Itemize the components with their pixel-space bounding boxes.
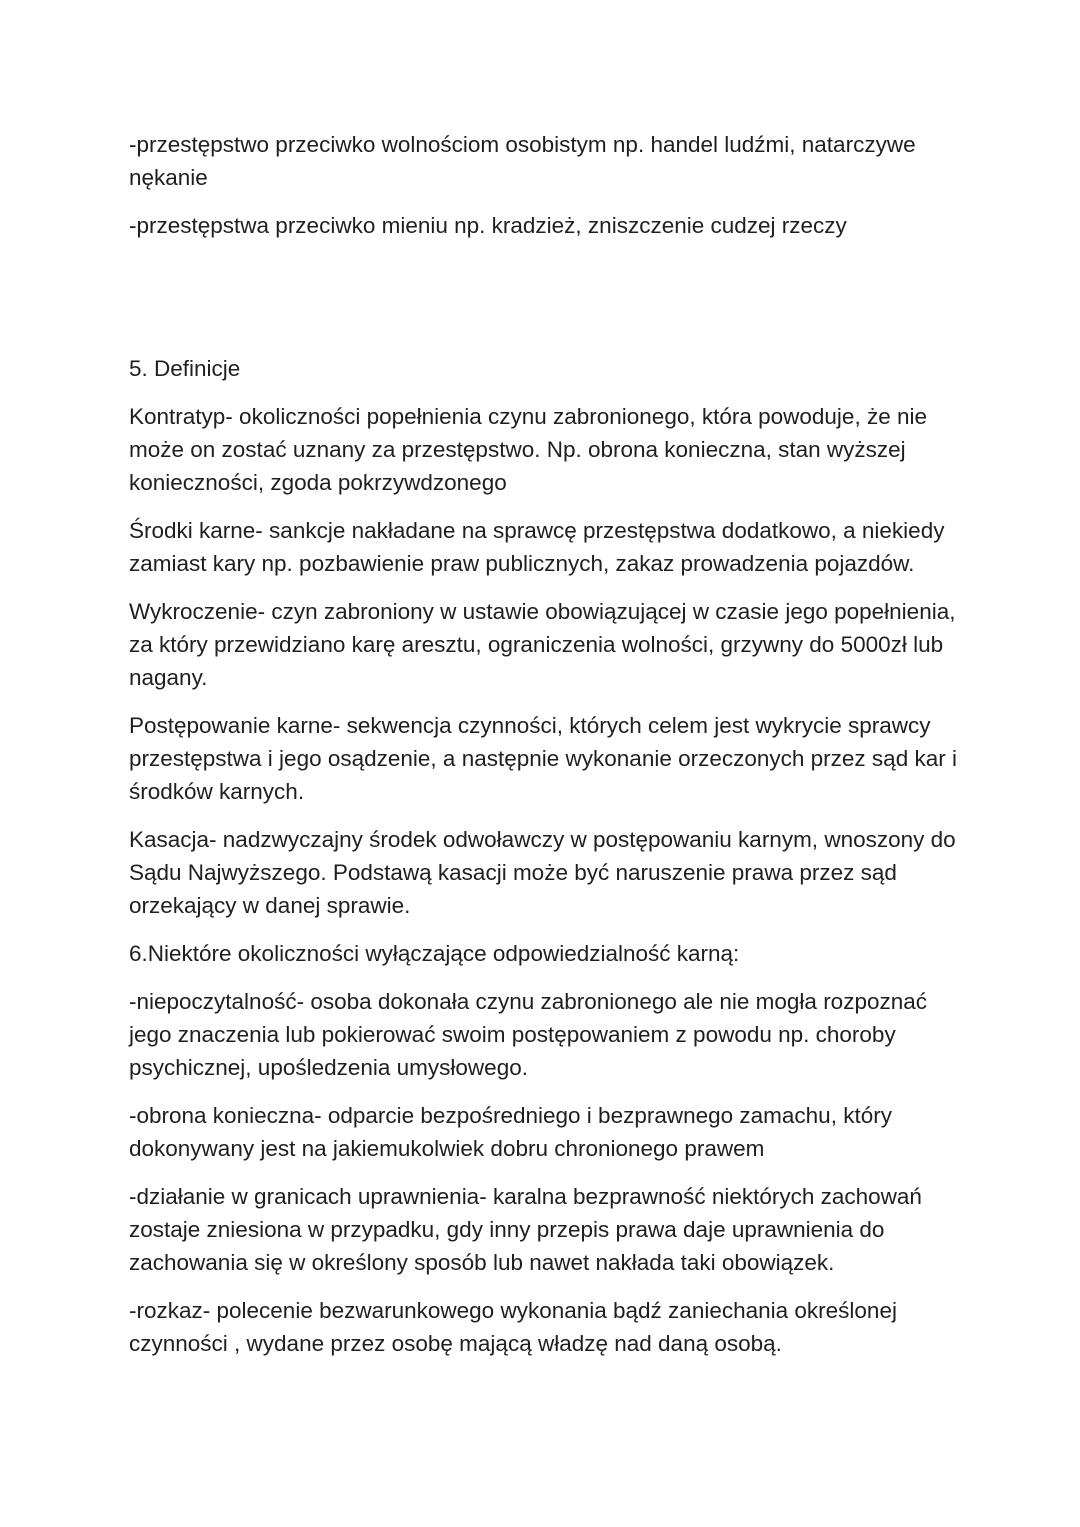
exclusion-niepoczytalnosc: -niepoczytalność- osoba dokonała czynu zabronionego ale nie mogła rozpoznać jego znaczenia lub pokierować swoim postępowaniem z powodu np. choroby psychicznej, upośledzenia umysłowego. — [129, 989, 928, 1080]
paragraph-offenses-property: -przestępstwa przeciwko mieniu np. kradzież, zniszczenie cudzej rzeczy — [129, 213, 847, 238]
section-heading-exclusions: 6.Niektóre okoliczności wyłączające odpowiedzialność karną: — [129, 941, 740, 966]
definition-kasacja: Kasacja- nadzwyczajny środek odwoławczy w postępowaniu karnym, wnoszony do Sądu Najwyższego. Podstawą kasacji może być naruszenie prawa przez sąd orzekający w danej sprawie. — [129, 827, 956, 918]
section-gap — [129, 257, 959, 352]
exclusion-rozkaz: -rozkaz- polecenie bezwarunkowego wykonania bądź zaniechania określonej czynności , wydane przez osobę mającą władzę nad daną osobą. — [129, 1298, 897, 1356]
section-heading-definitions: 5. Definicje — [129, 356, 241, 381]
exclusion-obrona-konieczna: -obrona konieczna- odparcie bezpośredniego i bezprawnego zamachu, który dokonywany jest na jakiemukolwiek dobru chronionego prawem — [129, 1103, 892, 1161]
exclusion-dzialanie-w-granicach: -działanie w granicach uprawnienia- karalna bezprawność niektórych zachowań zostaje zniesiona w przypadku, gdy inny przepis prawa daje uprawnienia do zachowania się w określony sposób lub nawet nakłada taki obowiązek. — [129, 1184, 922, 1275]
definition-srodki-karne: Środki karne- sankcje nakładane na sprawcę przestępstwa dodatkowo, a niekiedy zamiast kary np. pozbawienie praw publicznych, zakaz prowadzenia pojazdów. — [129, 518, 945, 576]
definition-postepowanie-karne: Postępowanie karne- sekwencja czynności, których celem jest wykrycie sprawcy przestępstwa i jego osądzenie, a następnie wykonanie orzeczonych przez sąd kar i środków karnych. — [129, 713, 957, 804]
definition-wykroczenie: Wykroczenie- czyn zabroniony w ustawie obowiązującej w czasie jego popełnienia, za który przewidziano karę aresztu, ograniczenia wolności, grzywny do 5000zł lub nagany. — [129, 599, 956, 690]
document-body — [129, 128, 959, 1375]
definition-kontratyp: Kontratyp- okoliczności popełnienia czynu zabronionego, która powoduje, że nie może on zostać uznany za przestępstwo. Np. obrona konieczna, stan wyższej konieczności, zgoda pokrzywdzonego — [129, 404, 927, 495]
paragraph-offenses-personal-freedom: -przestępstwo przeciwko wolnościom osobistym np. handel ludźmi, natarczywe nękanie — [129, 132, 916, 190]
